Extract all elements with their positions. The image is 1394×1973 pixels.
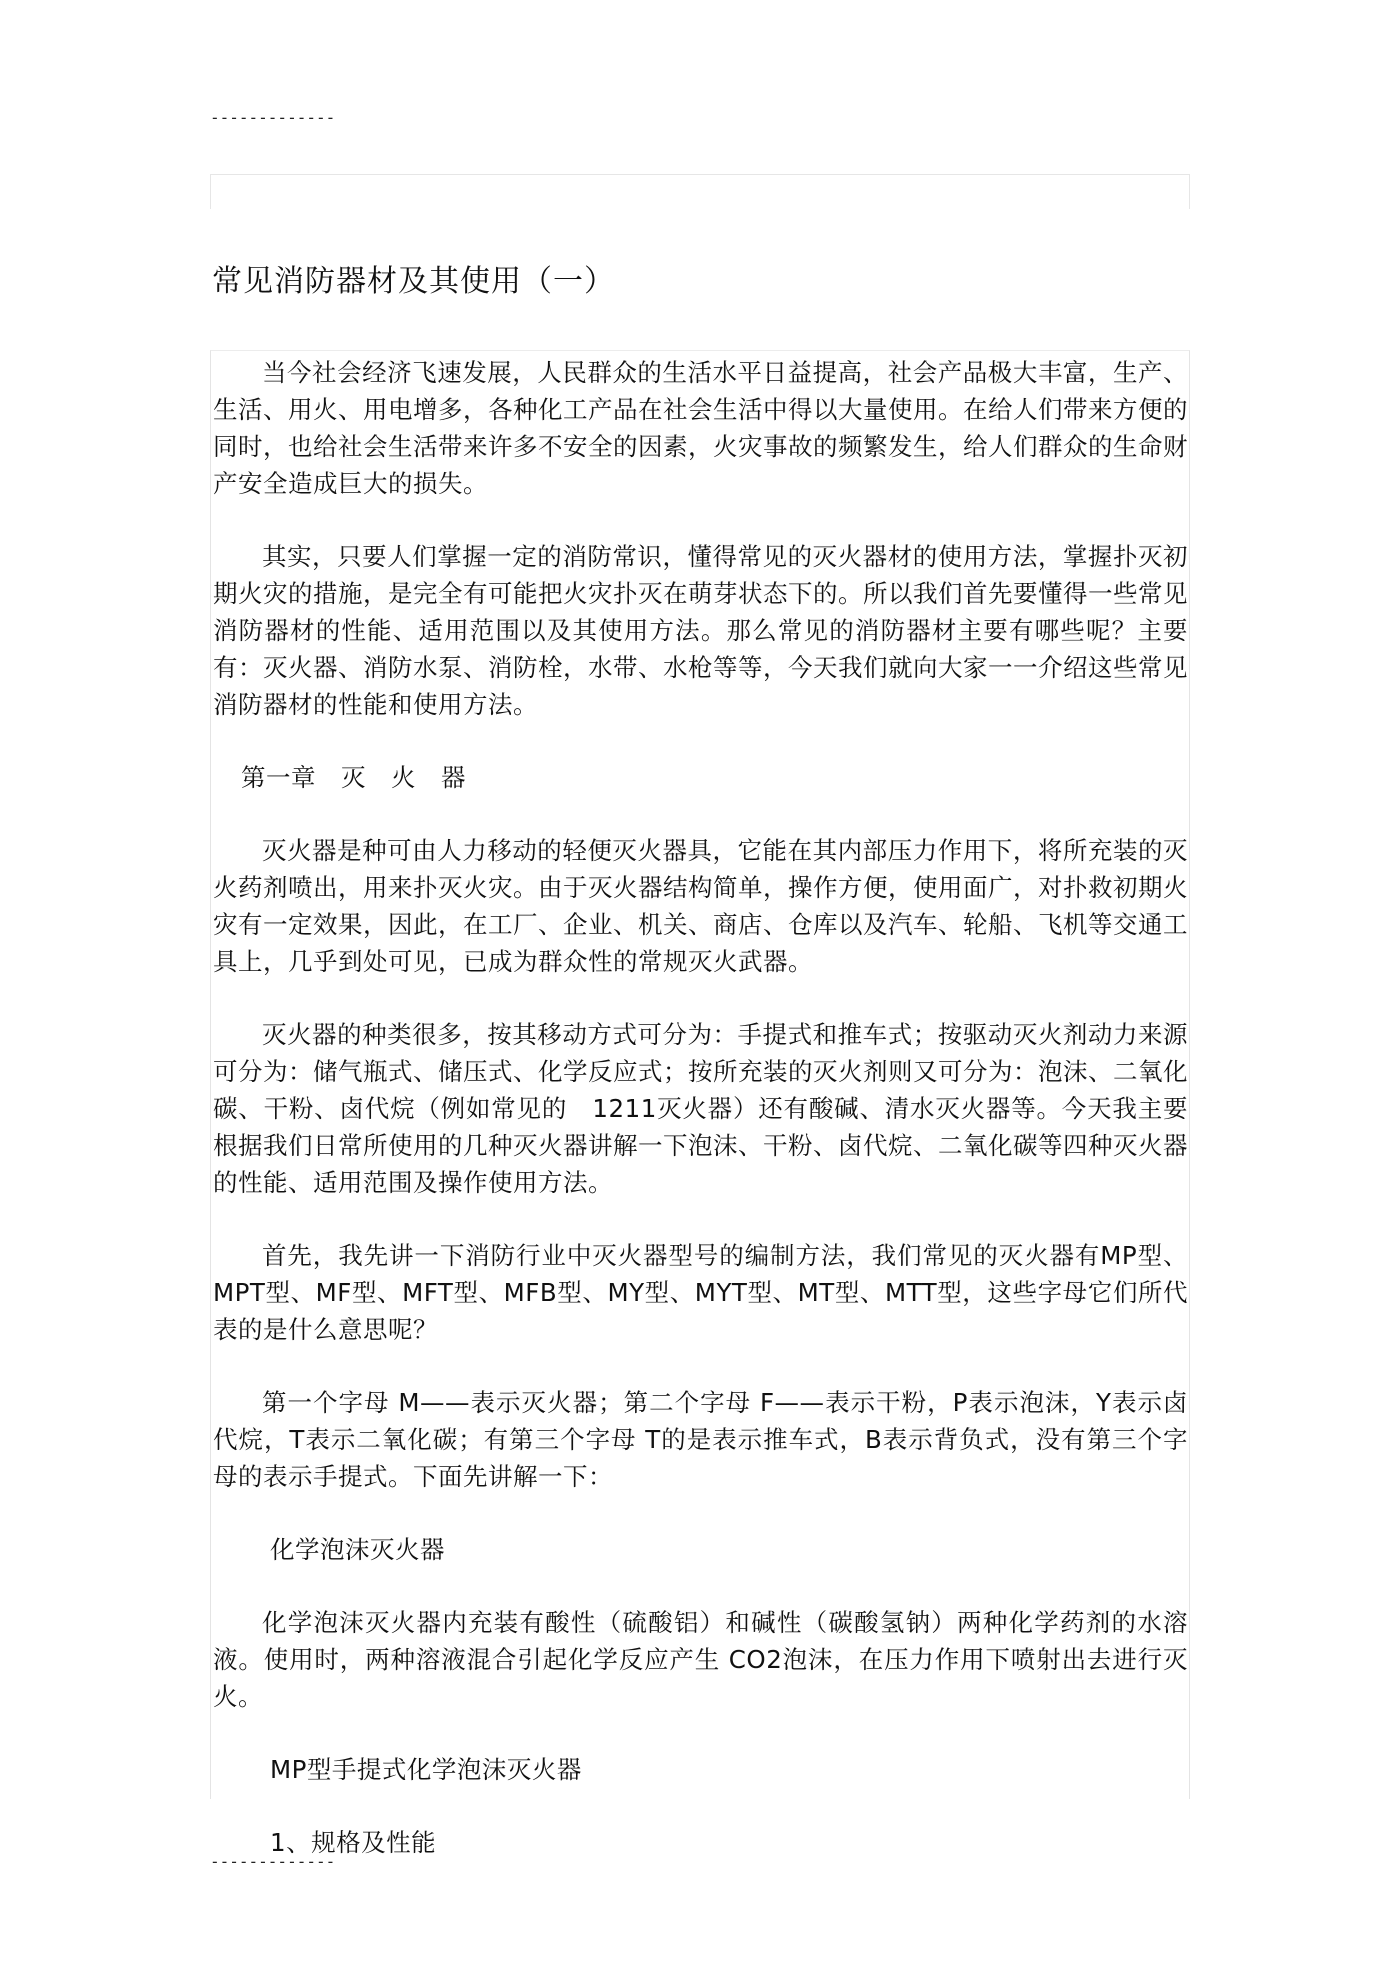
footer-dash-line: ------------- [210, 1852, 336, 1871]
document-title: 常见消防器材及其使用（一） [212, 264, 615, 299]
document-body [213, 354, 1188, 1897]
sub-heading-mp-type: MP型手提式化学泡沫灭火器 [270, 1755, 582, 1784]
paragraph-extinguisher-definition: 灭火器是种可由人力移动的轻便灭火器具，它能在其内部压力作用下，将所充装的灭火药剂喷出，用来扑灭火灾。由于灭火器结构简单，操作方便，使用面广，对扑救初期火灾有一定效果，因此，在工厂、企业、机关、商店、仓库以及汽车、轮船、飞机等交通工具上，几乎到处可见，已成为群众性的常规灭火武器。 [213, 836, 1188, 976]
chapter-heading: 第一章 灭 火 器 [241, 763, 466, 792]
header-box [210, 174, 1190, 209]
paragraph-intro: 当今社会经济飞速发展，人民群众的生活水平日益提高，社会产品极大丰富，生产、生活、用火、用电增多，各种化工产品在社会生活中得以大量使用。在给人们带来方便的同时，也给社会生活带来许多不安全的因素，火灾事故的频繁发生，给人们群众的生命财产安全造成巨大的损失。 [213, 358, 1188, 498]
paragraph-model-naming: 首先，我先讲一下消防行业中灭火器型号的编制方法，我们常见的灭火器有MP型、MPT型、MF型、MFT型、MFB型、MY型、MYT型、MT型、MTT型，这些字母它们所代表的是什么意思呢？ [213, 1241, 1188, 1344]
sub-heading-specs: 1、规格及性能 [270, 1828, 437, 1857]
paragraph-chemical-foam: 化学泡沫灭火器内充装有酸性（硫酸铝）和碱性（碳酸氢钠）两种化学药剂的水溶液。使用时，两种溶液混合引起化学反应产生 CO2泡沫，在压力作用下喷射出去进行灭火。 [213, 1608, 1188, 1711]
sub-heading-chemical-foam: 化学泡沫灭火器 [270, 1535, 445, 1564]
paragraph-letter-meaning: 第一个字母 M——表示灭火器；第二个字母 F——表示干粉，P表示泡沫，Y表示卤代烷，T表示二氧化碳；有第三个字母 T的是表示推车式，B表示背负式，没有第三个字母的表示手提式。下面先讲解一下： [213, 1388, 1188, 1491]
paragraph-fire-knowledge: 其实，只要人们掌握一定的消防常识，懂得常见的灭火器材的使用方法，掌握扑灭初期火灾的措施，是完全有可能把火灾扑灭在萌芽状态下的。所以我们首先要懂得一些常见消防器材的性能、适用范围以及其使用方法。那么常见的消防器材主要有哪些呢？主要有：灭火器、消防水泵、消防栓，水带、水枪等等，今天我们就向大家一一介绍这些常见消防器材的性能和使用方法。 [213, 542, 1188, 719]
header-dash-line: ------------- [210, 108, 336, 127]
paragraph-extinguisher-types: 灭火器的种类很多，按其移动方式可分为：手提式和推车式；按驱动灭火剂动力来源可分为：储气瓶式、储压式、化学反应式；按所充装的灭火剂则又可分为：泡沫、二氧化碳、干粉、卤代烷（例如常见的 1211灭火器）还有酸碱、清水灭火器等。今天我主要根据我们日常所使用的几种灭火器讲解一下泡沫、干粉、卤代烷、二氧化碳等四种灭火器的性能、适用范围及操作使用方法。 [213, 1020, 1188, 1197]
